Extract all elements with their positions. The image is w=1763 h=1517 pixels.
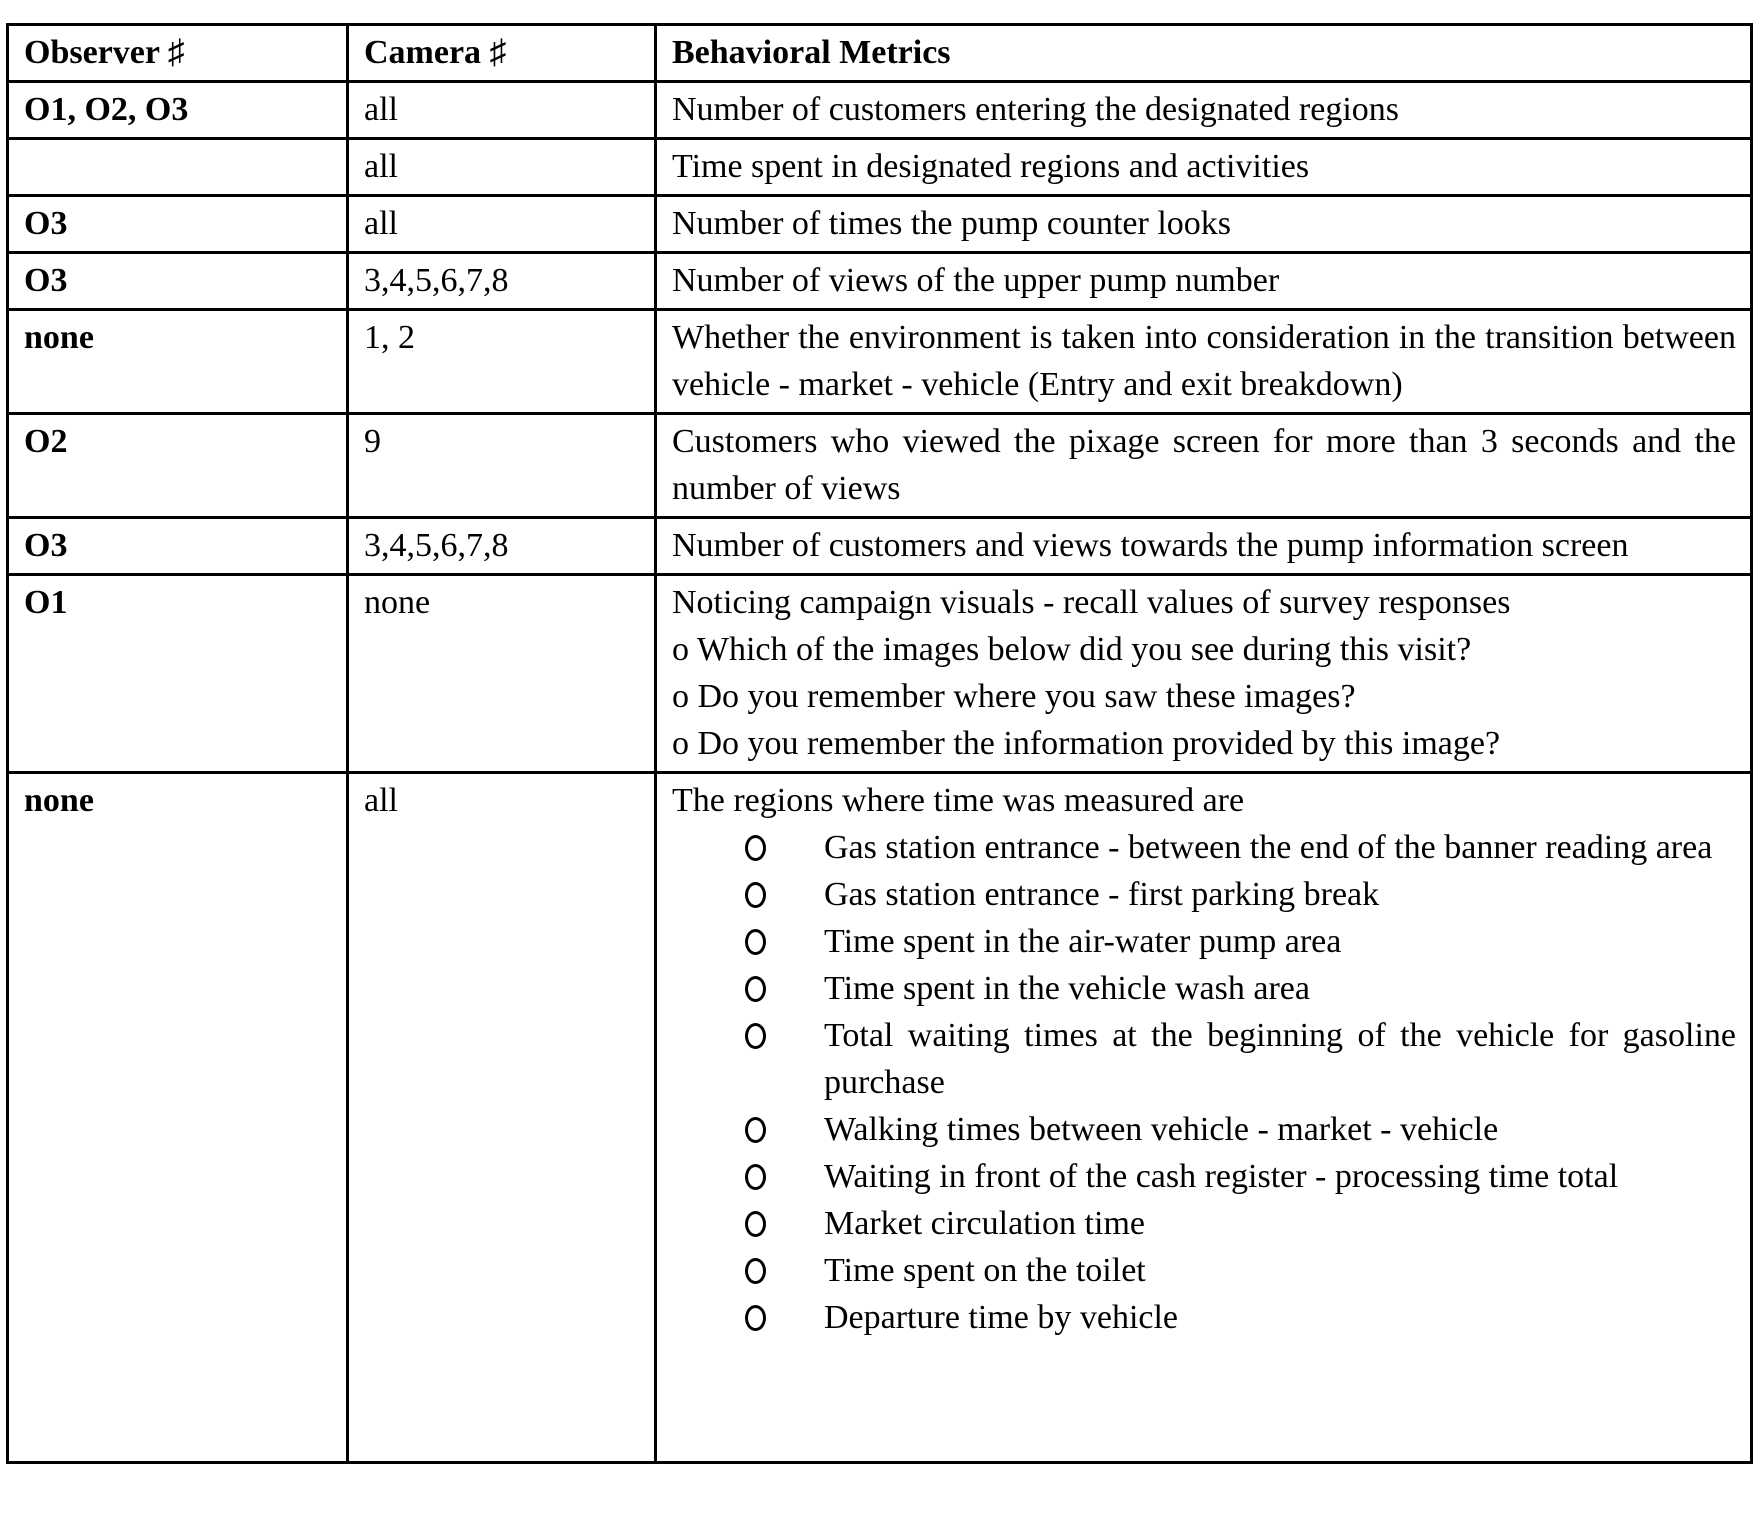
bullet-text: Market circulation time (824, 1205, 1145, 1242)
camera-cell: 3,4,5,6,7,8 (348, 253, 656, 310)
camera-cell: all (348, 139, 656, 196)
survey-question: o Do you remember where you saw these images? (672, 678, 1356, 715)
observer-cell: O3 (8, 518, 348, 575)
observer-cell: O3 (8, 253, 348, 310)
bullet-item (824, 1247, 1736, 1294)
sharp-symbol: ♯ (489, 34, 507, 71)
bullet-item (824, 824, 1736, 871)
bullet-text: Departure time by vehicle (824, 1299, 1179, 1336)
sharp-symbol: ♯ (167, 34, 185, 71)
observer-cell: O1, O2, O3 (8, 82, 348, 139)
table-row (8, 139, 1752, 196)
observer-cell: none (8, 773, 348, 1463)
column-header-camera (348, 25, 656, 82)
metric-cell: Number of customers entering the designated regions (656, 82, 1752, 139)
table-row (8, 414, 1752, 518)
circle-bullet-icon (745, 1023, 766, 1049)
bullet-item (824, 1106, 1736, 1153)
bullet-text: Total waiting times at the beginning of the vehicle for gasoline purchase (824, 1017, 1736, 1101)
bullet-item (824, 871, 1736, 918)
table-row (8, 82, 1752, 139)
camera-cell: all (348, 773, 656, 1463)
behavioral-metrics-table (6, 23, 1753, 1464)
metric-cell: Whether the environment is taken into consideration in the transition between vehicle - market - vehicle (Entry and exit breakdown) (656, 310, 1752, 414)
metric-cell: Number of times the pump counter looks (656, 196, 1752, 253)
camera-cell: all (348, 82, 656, 139)
circle-bullet-icon (745, 1211, 766, 1237)
bullet-text: Time spent in the air-water pump area (824, 923, 1342, 960)
table-row (8, 773, 1752, 1463)
bullet-text: Gas station entrance - between the end of the banner reading area (824, 829, 1713, 866)
metric-cell: Number of customers and views towards the pump information screen (656, 518, 1752, 575)
circle-bullet-icon (745, 835, 766, 861)
circle-bullet-icon (745, 882, 766, 908)
observer-cell: O2 (8, 414, 348, 518)
metric-cell: Customers who viewed the pixage screen for more than 3 seconds and the number of views (656, 414, 1752, 518)
circle-bullet-icon (745, 1117, 766, 1143)
table-row (8, 518, 1752, 575)
column-header-metrics (656, 25, 1752, 82)
metric-line: Noticing campaign visuals - recall values of survey responses (672, 584, 1511, 621)
bullet-text: Waiting in front of the cash register - processing time total (824, 1158, 1619, 1195)
bullet-item (824, 1294, 1736, 1341)
metric-cell: Time spent in designated regions and activities (656, 139, 1752, 196)
table-row (8, 310, 1752, 414)
circle-bullet-icon (745, 1258, 766, 1284)
table-row (8, 196, 1752, 253)
camera-cell: 3,4,5,6,7,8 (348, 518, 656, 575)
bullet-text: Walking times between vehicle - market - vehicle (824, 1111, 1499, 1148)
regions-bullet-list (672, 824, 1736, 1341)
observer-cell: O1 (8, 575, 348, 773)
header-camera-label: Camera (364, 34, 482, 71)
observer-cell: none (8, 310, 348, 414)
bullet-text: Time spent in the vehicle wash area (824, 970, 1310, 1007)
table-row (8, 253, 1752, 310)
metric-cell (656, 575, 1752, 773)
camera-cell: 1, 2 (348, 310, 656, 414)
bullet-item (824, 918, 1736, 965)
circle-bullet-icon (745, 1305, 766, 1331)
camera-cell: none (348, 575, 656, 773)
header-row (8, 25, 1752, 82)
circle-bullet-icon (745, 1164, 766, 1190)
column-header-observer (8, 25, 348, 82)
camera-cell: all (348, 196, 656, 253)
observer-cell: O3 (8, 196, 348, 253)
circle-bullet-icon (745, 929, 766, 955)
circle-bullet-icon (745, 976, 766, 1002)
bullet-item (824, 1153, 1736, 1200)
regions-lead-text: The regions where time was measured are (672, 782, 1245, 819)
bullet-item (824, 1200, 1736, 1247)
table-row (8, 575, 1752, 773)
bullet-item (824, 1012, 1736, 1106)
bullet-item (824, 965, 1736, 1012)
header-observer-label: Observer (24, 34, 160, 71)
survey-question: o Do you remember the information provided by this image? (672, 725, 1501, 762)
metric-cell: Number of views of the upper pump number (656, 253, 1752, 310)
bullet-text: Time spent on the toilet (824, 1252, 1146, 1289)
observer-cell (8, 139, 348, 196)
camera-cell: 9 (348, 414, 656, 518)
header-metrics-label: Behavioral Metrics (672, 34, 951, 71)
bullet-text: Gas station entrance - first parking break (824, 876, 1380, 913)
metric-cell (656, 773, 1752, 1463)
survey-question: o Which of the images below did you see during this visit? (672, 631, 1472, 668)
